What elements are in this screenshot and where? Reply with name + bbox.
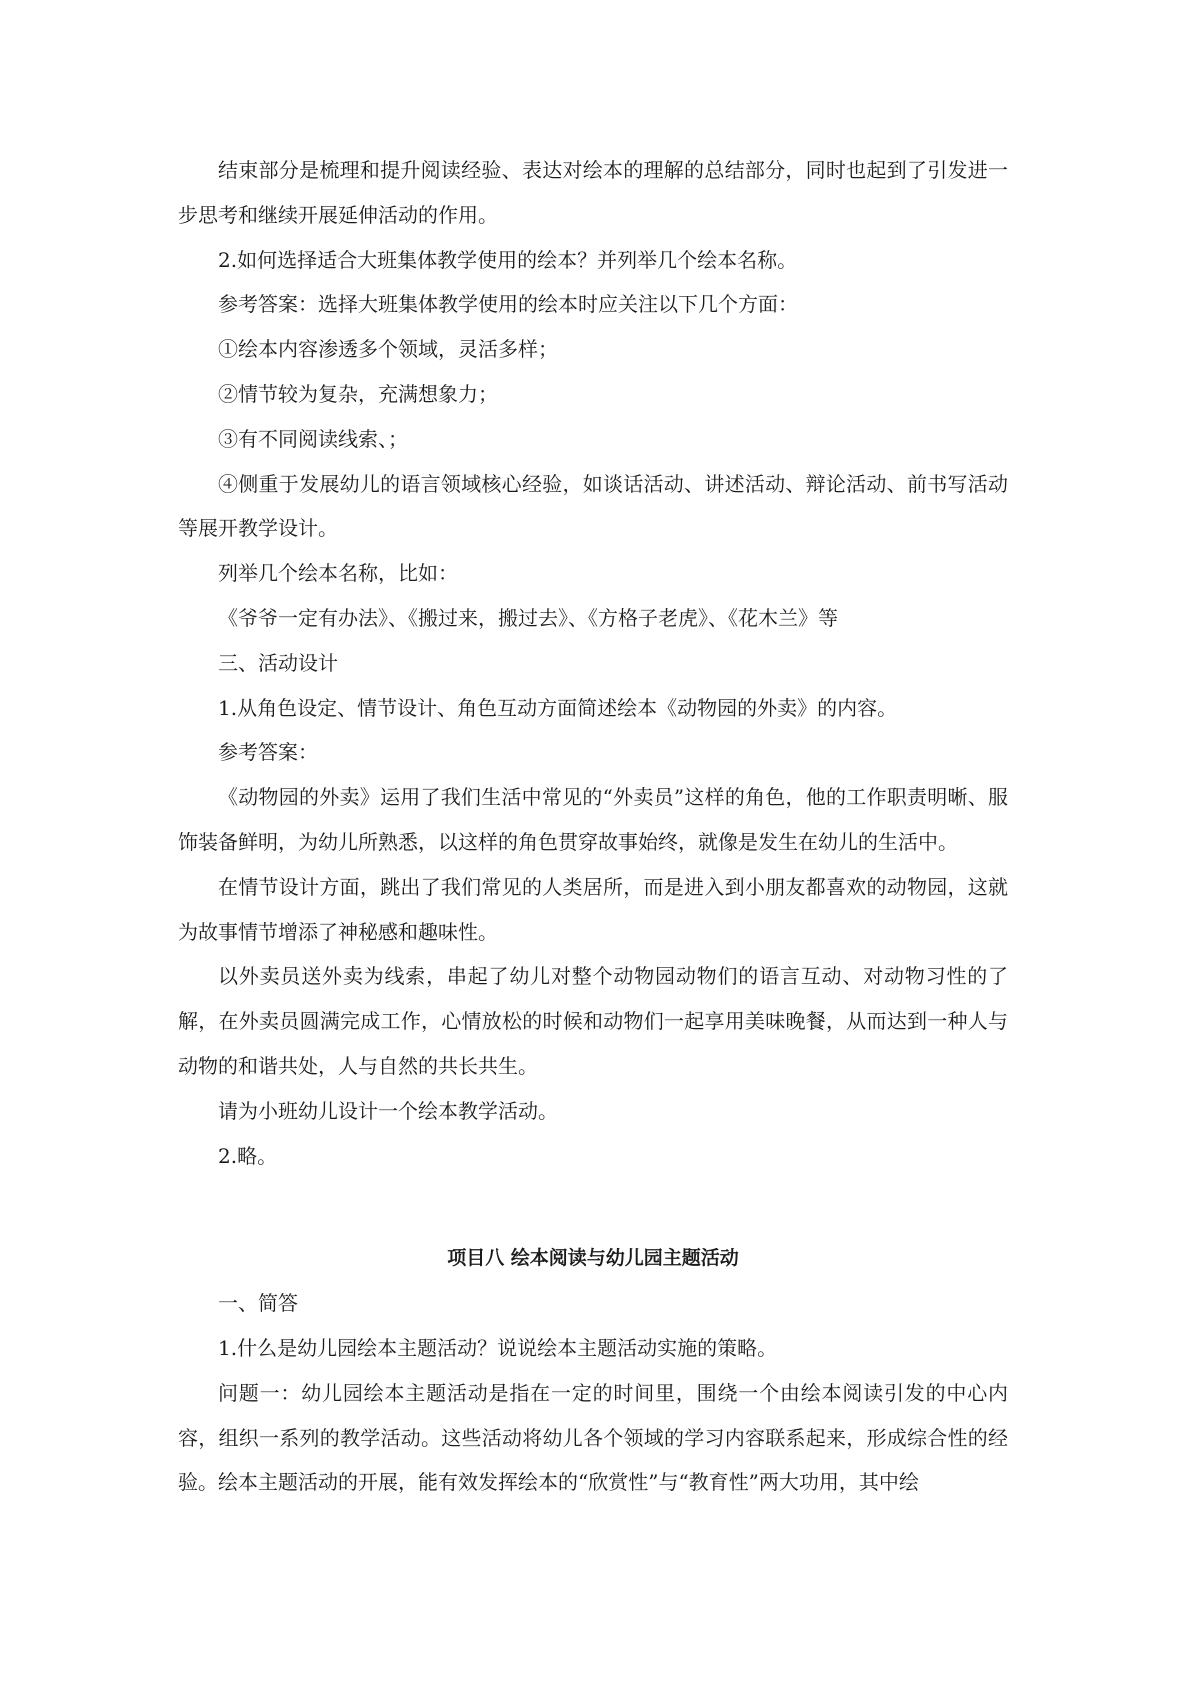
book-list: 《爷爷一定有办法》、《搬过来，搬过去》、《方格子老虎》、《花木兰》等: [218, 605, 838, 630]
list-item-1: ①绘本内容渗透多个领域，灵活多样；: [218, 337, 558, 362]
list-item-2: ②情节较为复杂，充满想象力；: [218, 381, 498, 406]
list-item-3: ③有不同阅读线索、；: [218, 426, 408, 451]
document-body: [178, 148, 1008, 1505]
section-short-answer: 一、简答: [218, 1291, 298, 1316]
answer-paragraph-role: 《动物园的外卖》运用了我们生活中常见的“外卖员”这样的角色，他的工作职责明晰、服饰装备鲜明，为幼儿所熟悉，以这样的角色贯穿故事始终，就像是发生在幼儿的生活中。: [178, 785, 1008, 854]
list-item-4: ④侧重于发展幼儿的语言领域核心经验，如谈话活动、讲述活动、辩论活动、前书写活动等展开教学设计。: [178, 471, 1008, 541]
activity-question-1: 1.从角色设定、情节设计、角色互动方面简述绘本《动物园的外卖》的内容。: [218, 695, 898, 720]
activity-question-2: 2.略。: [218, 1143, 278, 1168]
answer-problem-1: 问题一：幼儿园绘本主题活动是指在一定的时间里，围绕一个由绘本阅读引发的中心内容，组织一系列的教学活动。这些活动将幼儿各个领域的学习内容联系起来，形成综合性的经验。绘本主题活动的开展，能有效发挥绘本的“欣赏性”与“教育性”两大功用，其中绘: [178, 1380, 1008, 1495]
book-list-intro: 列举几个绘本名称，比如：: [218, 561, 458, 586]
design-prompt: 请为小班幼儿设计一个绘本教学活动。: [218, 1098, 558, 1123]
short-answer-question-1: 1.什么是幼儿园绘本主题活动？说说绘本主题活动实施的策略。: [218, 1335, 778, 1360]
reference-answer-label: 参考答案：: [218, 740, 318, 765]
reference-answer-intro: 参考答案：选择大班集体教学使用的绘本时应关注以下几个方面：: [218, 292, 798, 317]
question-2-heading: 2.如何选择适合大班集体教学使用的绘本？并列举几个绘本名称。: [218, 247, 798, 272]
answer-paragraph-interaction: 以外卖员送外卖为线索，串起了幼儿对整个动物园动物们的语言互动、对动物习性的了解，在外卖员圆满完成工作，心情放松的时候和动物们一起享用美味晚餐，从而达到一种人与动物的和谐共处，人与自然的共长共生。: [178, 964, 1008, 1078]
section-title: 项目八 绘本阅读与幼儿园主题活动: [447, 1247, 739, 1270]
section-gap: [178, 1178, 1008, 1236]
paragraph-ending-summary: 结束部分是梳理和提升阅读经验、表达对绘本的理解的总结部分，同时也起到了引发进一步思考和继续开展延伸活动的作用。: [178, 158, 1008, 227]
answer-paragraph-plot: 在情节设计方面，跳出了我们常见的人类居所，而是进入到小朋友都喜欢的动物园，这就为故事情节增添了神秘感和趣味性。: [178, 874, 1008, 944]
section-activity-design: 三、活动设计: [218, 650, 338, 675]
